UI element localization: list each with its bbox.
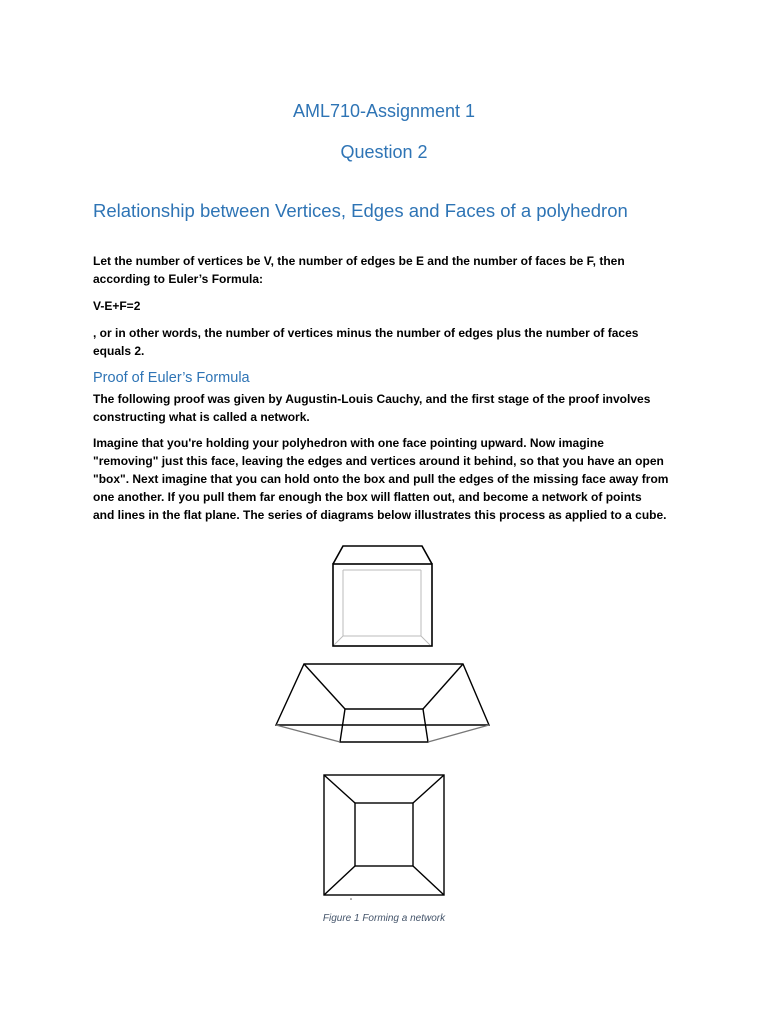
- explanation-paragraph: , or in other words, the number of vertices minus the number of edges plus the number of faces equals 2.: [93, 326, 639, 358]
- figure-caption: Figure 1 Forming a network: [322, 913, 446, 924]
- flattening-diagram: [276, 664, 489, 742]
- section-heading: Relationship between Vertices, Edges and Faces of a polyhedron: [93, 200, 628, 221]
- proof-subheading: Proof of Euler’s Formula: [93, 370, 250, 386]
- assignment-title: AML710-Assignment 1: [292, 101, 476, 121]
- proof-paragraph-2: Imagine that you're holding your polyhedron with one face pointing upward. Now imagine "removing" just this face, leaving the edges and vertices around it behind, so that you have an open "box". Next imagine that you can hold onto the box and pull the edges of the missing face away from one another. If you pull them far enough the box will flatten out, and become a network of points and lines in the flat plane. The series of diagrams below illustrates this process as applied to a cube.: [93, 436, 669, 522]
- proof-paragraph-1: The following proof was given by Augustin-Louis Cauchy, and the first stage of the proof involves constructing what is called a network.: [93, 392, 651, 424]
- network-diagram: [324, 775, 444, 895]
- formula-line: V-E+F=2: [93, 299, 141, 313]
- intro-paragraph: Let the number of vertices be V, the number of edges be E and the number of faces be F, then according to Euler’s Formula:: [93, 254, 625, 286]
- question-title: Question 2: [340, 142, 428, 162]
- cube-diagram: [333, 546, 432, 646]
